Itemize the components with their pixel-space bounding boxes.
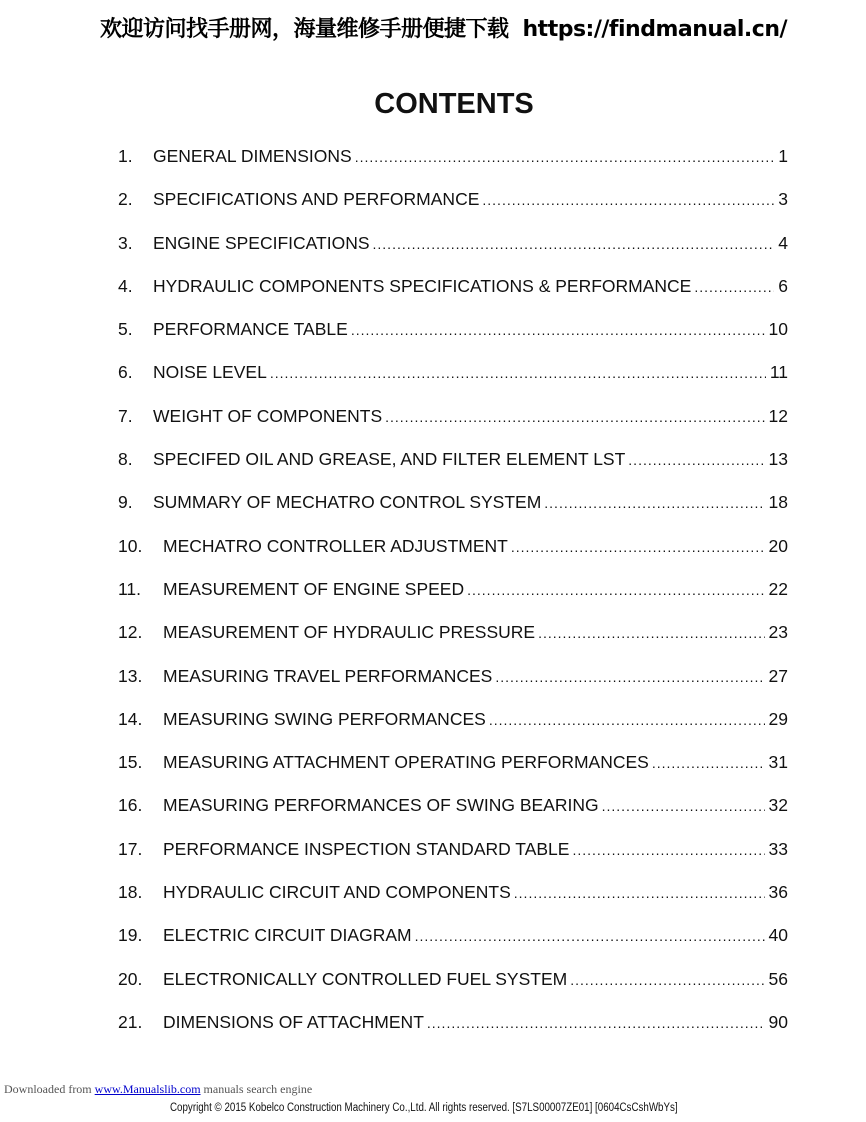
toc-page-number: 90 [768,1011,788,1032]
toc-number: 16. [118,795,143,816]
toc-number: 19. [118,925,143,946]
toc-leader-dots [652,755,765,771]
toc-entry[interactable] [118,709,788,752]
toc-label: PERFORMANCE INSPECTION STANDARD TABLE [163,838,570,859]
toc-entry[interactable] [118,622,788,665]
toc-number: 14. [118,708,143,729]
toc-label: NOISE LEVEL [153,362,267,383]
toc-number: 11. [118,578,142,599]
toc-entry[interactable] [118,449,788,492]
toc-leader-dots [482,192,774,208]
toc-entry[interactable] [118,969,788,1012]
downloaded-from [4,1082,312,1096]
toc-leader-dots [570,972,764,988]
copyright-notice: Copyright © 2015 Kobelco Construction Machinery Co.,Ltd. All rights reserved. [S7LS00007ZE01] [0604CsCshWbYs] [170,1102,678,1114]
toc-entry[interactable] [118,795,788,838]
toc-entry[interactable] [118,752,788,795]
toc-page-number: 11 [769,362,788,383]
toc-leader-dots [355,149,775,165]
toc-page-number: 10 [768,319,788,340]
banner-url[interactable]: https://findmanual.cn/ [522,17,788,42]
toc-number: 9. [118,492,133,513]
toc-leader-dots [351,322,765,338]
toc-leader-dots [511,539,765,555]
toc-page-number: 33 [768,838,788,859]
toc-leader-dots [489,712,765,728]
toc-page-number: 23 [768,622,788,643]
toc-label: SPECIFICATIONS AND PERFORMANCE [153,189,480,210]
toc-label: HYDRAULIC CIRCUIT AND COMPONENTS [163,882,511,903]
toc-number: 6. [118,362,133,383]
downloaded-prefix: Downloaded from [4,1082,92,1096]
toc-leader-dots [467,582,764,598]
toc-label: ELECTRONICALLY CONTROLLED FUEL SYSTEM [163,968,568,989]
toc-entry[interactable] [118,319,788,362]
toc-page-number: 27 [768,665,788,686]
toc-entry[interactable] [118,492,788,535]
toc-number: 21. [118,1011,143,1032]
toc-entry[interactable] [118,839,788,882]
toc-page-number: 29 [768,708,788,729]
toc-entry[interactable] [118,925,788,968]
toc-number: 18. [118,882,143,903]
toc-number: 7. [118,405,133,426]
toc-label: SPECIFED OIL AND GREASE, AND FILTER ELEMENT LST [153,449,626,470]
toc-page-number: 31 [768,752,788,773]
toc-page-number: 13 [768,449,788,470]
page-title: CONTENTS [374,88,534,120]
toc-number: 17. [118,838,143,859]
toc-page-number: 56 [768,968,788,989]
toc-leader-dots [514,885,765,901]
toc-number: 15. [118,752,143,773]
toc-label: MEASUREMENT OF HYDRAULIC PRESSURE [163,622,536,643]
toc-number: 4. [118,275,133,296]
toc-leader-dots [602,798,765,814]
toc-number: 20. [118,968,143,989]
toc-label: MEASURING SWING PERFORMANCES [163,708,486,729]
toc-label: MEASURING ATTACHMENT OPERATING PERFORMANCES [163,752,649,773]
toc-leader-dots [538,625,764,641]
toc-number: 3. [118,232,133,253]
toc-number: 12. [118,622,143,643]
banner-text: 欢迎访问找手册网，海量维修手册便捷下载 [100,17,509,42]
toc-page-number: 40 [768,925,788,946]
toc-leader-dots [495,669,764,685]
toc-page-number: 4 [778,232,788,253]
toc-page-number: 18 [768,492,788,513]
toc-label: GENERAL DIMENSIONS [153,146,352,166]
toc-leader-dots [270,365,766,381]
toc-entry[interactable] [118,406,788,449]
toc-label: ELECTRIC CIRCUIT DIAGRAM [163,925,412,946]
toc-entry[interactable] [118,146,788,189]
downloaded-suffix: manuals search engine [203,1082,313,1096]
toc-page-number: 20 [768,535,788,556]
toc-leader-dots [544,495,764,511]
toc-page-number: 12 [768,405,788,426]
toc-label: MEASURING PERFORMANCES OF SWING BEARING [163,795,599,816]
toc-label: DIMENSIONS OF ATTACHMENT [163,1011,424,1032]
toc-leader-dots [427,1015,765,1031]
toc-page-number: 6 [778,275,788,296]
toc-page-number: 1 [778,146,788,166]
toc-leader-dots [385,409,764,425]
toc-leader-dots [415,928,765,944]
toc-label: WEIGHT OF COMPONENTS [153,405,383,426]
toc-label: HYDRAULIC COMPONENTS SPECIFICATIONS & PERFORMANCE [153,275,692,296]
toc-number: 8. [118,449,133,470]
toc-number: 2. [118,189,133,210]
toc-page-number: 3 [778,189,788,210]
download-banner [100,12,787,43]
toc-label: MECHATRO CONTROLLER ADJUSTMENT [163,535,508,556]
toc-number: 5. [118,319,133,340]
toc-page-number: 36 [768,882,788,903]
toc-number: 1. [118,146,133,166]
manualslib-link[interactable]: www.Manualslib.com [94,1082,201,1096]
toc-entry[interactable] [118,189,788,232]
toc-number: 10. [118,535,143,556]
toc-leader-dots [694,279,774,295]
table-of-contents [118,146,788,1055]
toc-entry[interactable] [118,1012,788,1055]
toc-label: SUMMARY OF MECHATRO CONTROL SYSTEM [153,492,542,513]
toc-number: 13. [118,665,143,686]
toc-label: MEASUREMENT OF ENGINE SPEED [163,578,465,599]
toc-label: MEASURING TRAVEL PERFORMANCES [163,665,493,686]
toc-label: ENGINE SPECIFICATIONS [153,232,370,253]
toc-page-number: 22 [768,578,788,599]
toc-entry[interactable] [118,536,788,579]
toc-leader-dots [628,452,764,468]
toc-label: PERFORMANCE TABLE [153,319,348,340]
toc-entry[interactable] [118,882,788,925]
toc-entry[interactable] [118,579,788,622]
toc-entry[interactable] [118,666,788,709]
toc-entry[interactable] [118,276,788,319]
toc-entry[interactable] [118,233,788,276]
toc-leader-dots [572,842,764,858]
toc-page-number: 32 [768,795,788,816]
toc-entry[interactable] [118,362,788,405]
toc-leader-dots [373,236,775,252]
